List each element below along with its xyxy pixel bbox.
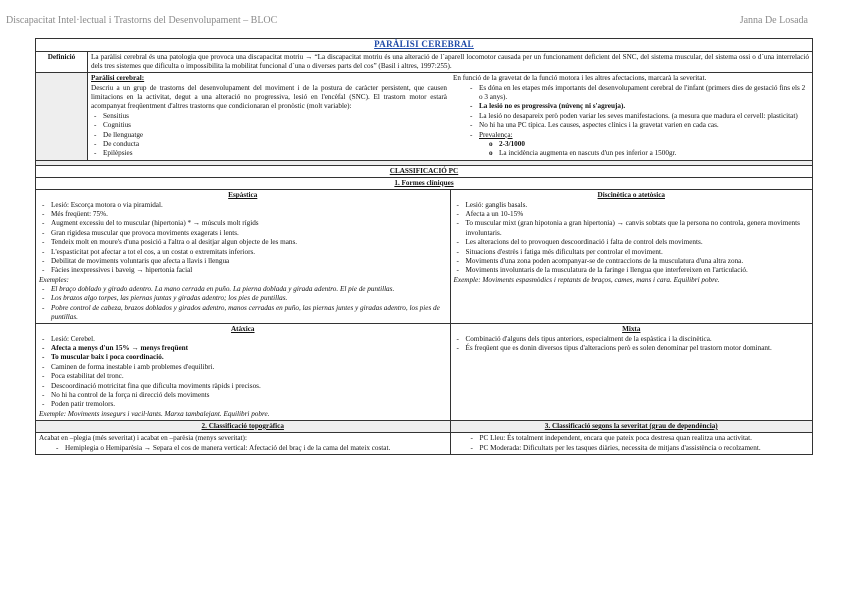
list-item: - To muscular baix i poca coordinació. bbox=[51, 353, 447, 362]
list-item: - Fàcies inexpressives i baveig → hipertonia facial bbox=[51, 266, 447, 275]
pc-right-intro: En funció de la gravetat de la funció motora i les altres afectacions, marcarà la severitat. bbox=[453, 74, 707, 83]
list-item: - Hemiplegia o Hemiparèsia → Separa el cos de manera vertical: Afectació del braç i de la cama del mateix costat. bbox=[65, 444, 447, 453]
list-item: - Combinació d'alguns dels tipus anteriors, especialment de la espàstica i la discinètica. bbox=[466, 335, 810, 344]
severitat-list bbox=[454, 434, 810, 453]
espastica-title: Espàstica bbox=[228, 191, 258, 200]
list-item: - Lesió: Cerebel. bbox=[51, 335, 447, 344]
mixta-title: Mixta bbox=[622, 325, 641, 334]
topografica-cell bbox=[36, 433, 451, 455]
list-item: - Pobre control de cabeza, brazos doblados y girados adentro, manos cerradas en puño, las piernas juntes y giradas adentro, los pies de puntillas. bbox=[51, 304, 447, 323]
espastica-list bbox=[39, 201, 447, 276]
pc-left bbox=[88, 73, 451, 160]
prevalence-list bbox=[453, 140, 809, 159]
list-item: - De conducta bbox=[103, 140, 447, 149]
list-item: - Caminen de forma inestable i amb problemes d'equilibri. bbox=[51, 363, 447, 372]
list-item: - El braço doblado y girado adentro. La mano cerrada en puño. La pierna doblada y girada adentro. El pie de puntillas. bbox=[51, 285, 447, 294]
list-item: - Més freqüent: 75%. bbox=[51, 210, 447, 219]
definicio-label: Definició bbox=[36, 51, 88, 73]
list-item: - Debilitat de moviments voluntaris que afecta a llavis i llengua bbox=[51, 257, 447, 266]
list-item: - La lesió no desapareix però poden variar les seves manifestacions. (a mesura que madura el cervell: plasticitat) bbox=[479, 112, 809, 121]
list-item: o 2-3/1000 bbox=[499, 140, 809, 149]
pc-right bbox=[450, 73, 813, 160]
definicio-text: La paràlisi cerebral és una patologia que provoca una discapacitat motriu → “La discapacitat motriu és una alteració de l´aparell locomotor causada per un funcionament deficient del SNC, del sistema muscular, del sistema ossi o d´una interrelació dels tres sistemes que dificulta o impossibilita la mobilitat funcional d´una o diverses parts del cos” (Basil i altres, 1997:255). bbox=[88, 51, 813, 73]
ataxica-title: Atàxica bbox=[230, 325, 255, 334]
classificacio-title: CLASSIFICACIÓ PC bbox=[36, 165, 813, 177]
document-body bbox=[35, 38, 813, 455]
list-item: - PC Moderada: Dificultats per les tasques diàries, necessita de mitjans d'assistència o recolzament. bbox=[480, 444, 810, 453]
discinetica-list bbox=[454, 201, 810, 276]
header-right: Janna De Losada bbox=[739, 15, 808, 26]
list-item: - Descoordinació motricitat fina que dificulta moviments ràpids i precisos. bbox=[51, 382, 447, 391]
page-title: PARÀLISI CEREBRAL bbox=[36, 39, 813, 52]
list-item: o La incidència augmenta en nascuts d'un pes inferior a 1500gr. bbox=[499, 149, 809, 158]
list-item: - Augment excessiu del to muscular (hipertonia) * → músculs molt rígids bbox=[51, 219, 447, 228]
mixta-list bbox=[454, 335, 810, 354]
espastica-cell bbox=[36, 190, 451, 324]
list-item: - Los brazos algo torpes, las piernas juntas y giradas adentro; los pies de puntillas. bbox=[51, 294, 447, 303]
header-left: Discapacitat Intel·lectual i Trastorns del Desenvolupament – BLOC bbox=[6, 15, 278, 26]
empty-cell bbox=[36, 73, 88, 160]
list-item: - Cognitius bbox=[103, 121, 447, 130]
list-item: - Les alteracions del to provoquen descoordinació i falta de control dels moviments. bbox=[466, 238, 810, 247]
list-item: - Tendeix molt en moure's d'una posició a l'altra o al desitjar algun objecte de les mans. bbox=[51, 238, 447, 247]
list-item: - No hi ha control de la força ni direcció dels moviments bbox=[51, 391, 447, 400]
discinetica-example: Exemple: Moviments espasmòdics i reptants de braços, cames, mans i cara. Equilibri pobre. bbox=[453, 275, 720, 284]
pc-right-list bbox=[453, 84, 809, 140]
discinetica-title: Discinètica o atetòsica bbox=[597, 191, 665, 200]
formes-cliniques-title: 1. Formes clíniques bbox=[36, 178, 813, 190]
discinetica-cell bbox=[450, 190, 813, 324]
list-item: - Epilèpsies bbox=[103, 149, 447, 158]
ataxica-cell bbox=[36, 324, 451, 421]
list-item: - Lesió: ganglis basals. bbox=[466, 201, 810, 210]
list-item: - És freqüent que es donin diversos tipus d'alteracions però es solen denominar pel trastorn motor dominant. bbox=[466, 344, 810, 353]
list-item: - L'espasticitat pot afectar a tot el cos, a un costat o extremitats inferiors. bbox=[51, 248, 447, 257]
list-item: - De llenguatge bbox=[103, 131, 447, 140]
list-item: - Prevalença: bbox=[479, 131, 809, 140]
mixta-cell bbox=[450, 324, 813, 421]
list-item: - No hi ha una PC típica. Les causes, aspectes clínics i la gravetat varien en cada cas. bbox=[479, 121, 809, 130]
severitat-title: 3. Classificació segons la severitat (grau de dependència) bbox=[450, 420, 813, 432]
list-item: - Moviments involuntaris de la musculatura de la faringe i llengua que interfereixen en l'articulació. bbox=[466, 266, 810, 275]
list-item: - Moviments d'una zona poden acompanyar-se de contraccions de la musculatura d'una altra zona. bbox=[466, 257, 810, 266]
list-item: - Sensitius bbox=[103, 112, 447, 121]
list-item: - PC Lleu: És totalment independent, encara que pateix poca destresa quan realitza una activitat. bbox=[480, 434, 810, 443]
ataxica-list bbox=[39, 335, 447, 410]
list-item: - Gran rigidesa muscular que provoca moviments exagerats i lents. bbox=[51, 229, 447, 238]
list-item: - To muscular mixt (gran hipotonia a gran hipertonia) → canvis sobtats que la persona no controla, genera moviments involuntaris. bbox=[466, 219, 810, 238]
severitat-cell bbox=[450, 433, 813, 455]
ataxica-example: Exemple: Moviments insegurs i vacil·lants. Marxa tambalejant. Equilibri pobre. bbox=[39, 409, 270, 418]
list-item: - Afecta a menys d'un 15% → menys freqüent bbox=[51, 344, 447, 353]
list-item: - Situacions d'estrès i fatiga més dificultats per controlar el moviment. bbox=[466, 248, 810, 257]
list-item: - Es dóna en les etapes més importants del desenvolupament cerebral de l'infant (primers dies de gestació fins els 2 o 3 anys). bbox=[479, 84, 809, 103]
topografica-title: 2. Classificació topogràfica bbox=[36, 420, 451, 432]
pc-text: Descriu a un grup de trastorns del desenvolupament del moviment i de la postura de caràcter persistent, que causen limitacions en la activitat, degut a una alteració no progressiva, lesió en l'encèfal (SNC). El trastorn motor estarà acompanyat freqüentment d'altres trastorns que condicionaran el pronòstic (molt variable): bbox=[91, 83, 447, 111]
list-item: - Poden patir tremolors. bbox=[51, 400, 447, 409]
topografica-list bbox=[39, 444, 447, 453]
pc-list bbox=[91, 112, 447, 159]
list-item: - Lesió: Escorça motora o via piramidal. bbox=[51, 201, 447, 210]
list-item: - Poca estabilitat del tronc. bbox=[51, 372, 447, 381]
pc-heading: Paràlisi cerebral: bbox=[91, 74, 145, 83]
espastica-examples bbox=[39, 285, 447, 322]
list-item: - Afecta a un 10-15% bbox=[466, 210, 810, 219]
list-item: - La lesió no es progressiva (núvenç ni s'agreuja). bbox=[479, 102, 809, 111]
main-table bbox=[35, 38, 813, 455]
topografica-intro: Acabat en –plegia (més severitat) i acabat en –parèsia (menys severitat): bbox=[39, 434, 247, 443]
examples-label: Exemples: bbox=[39, 275, 69, 284]
